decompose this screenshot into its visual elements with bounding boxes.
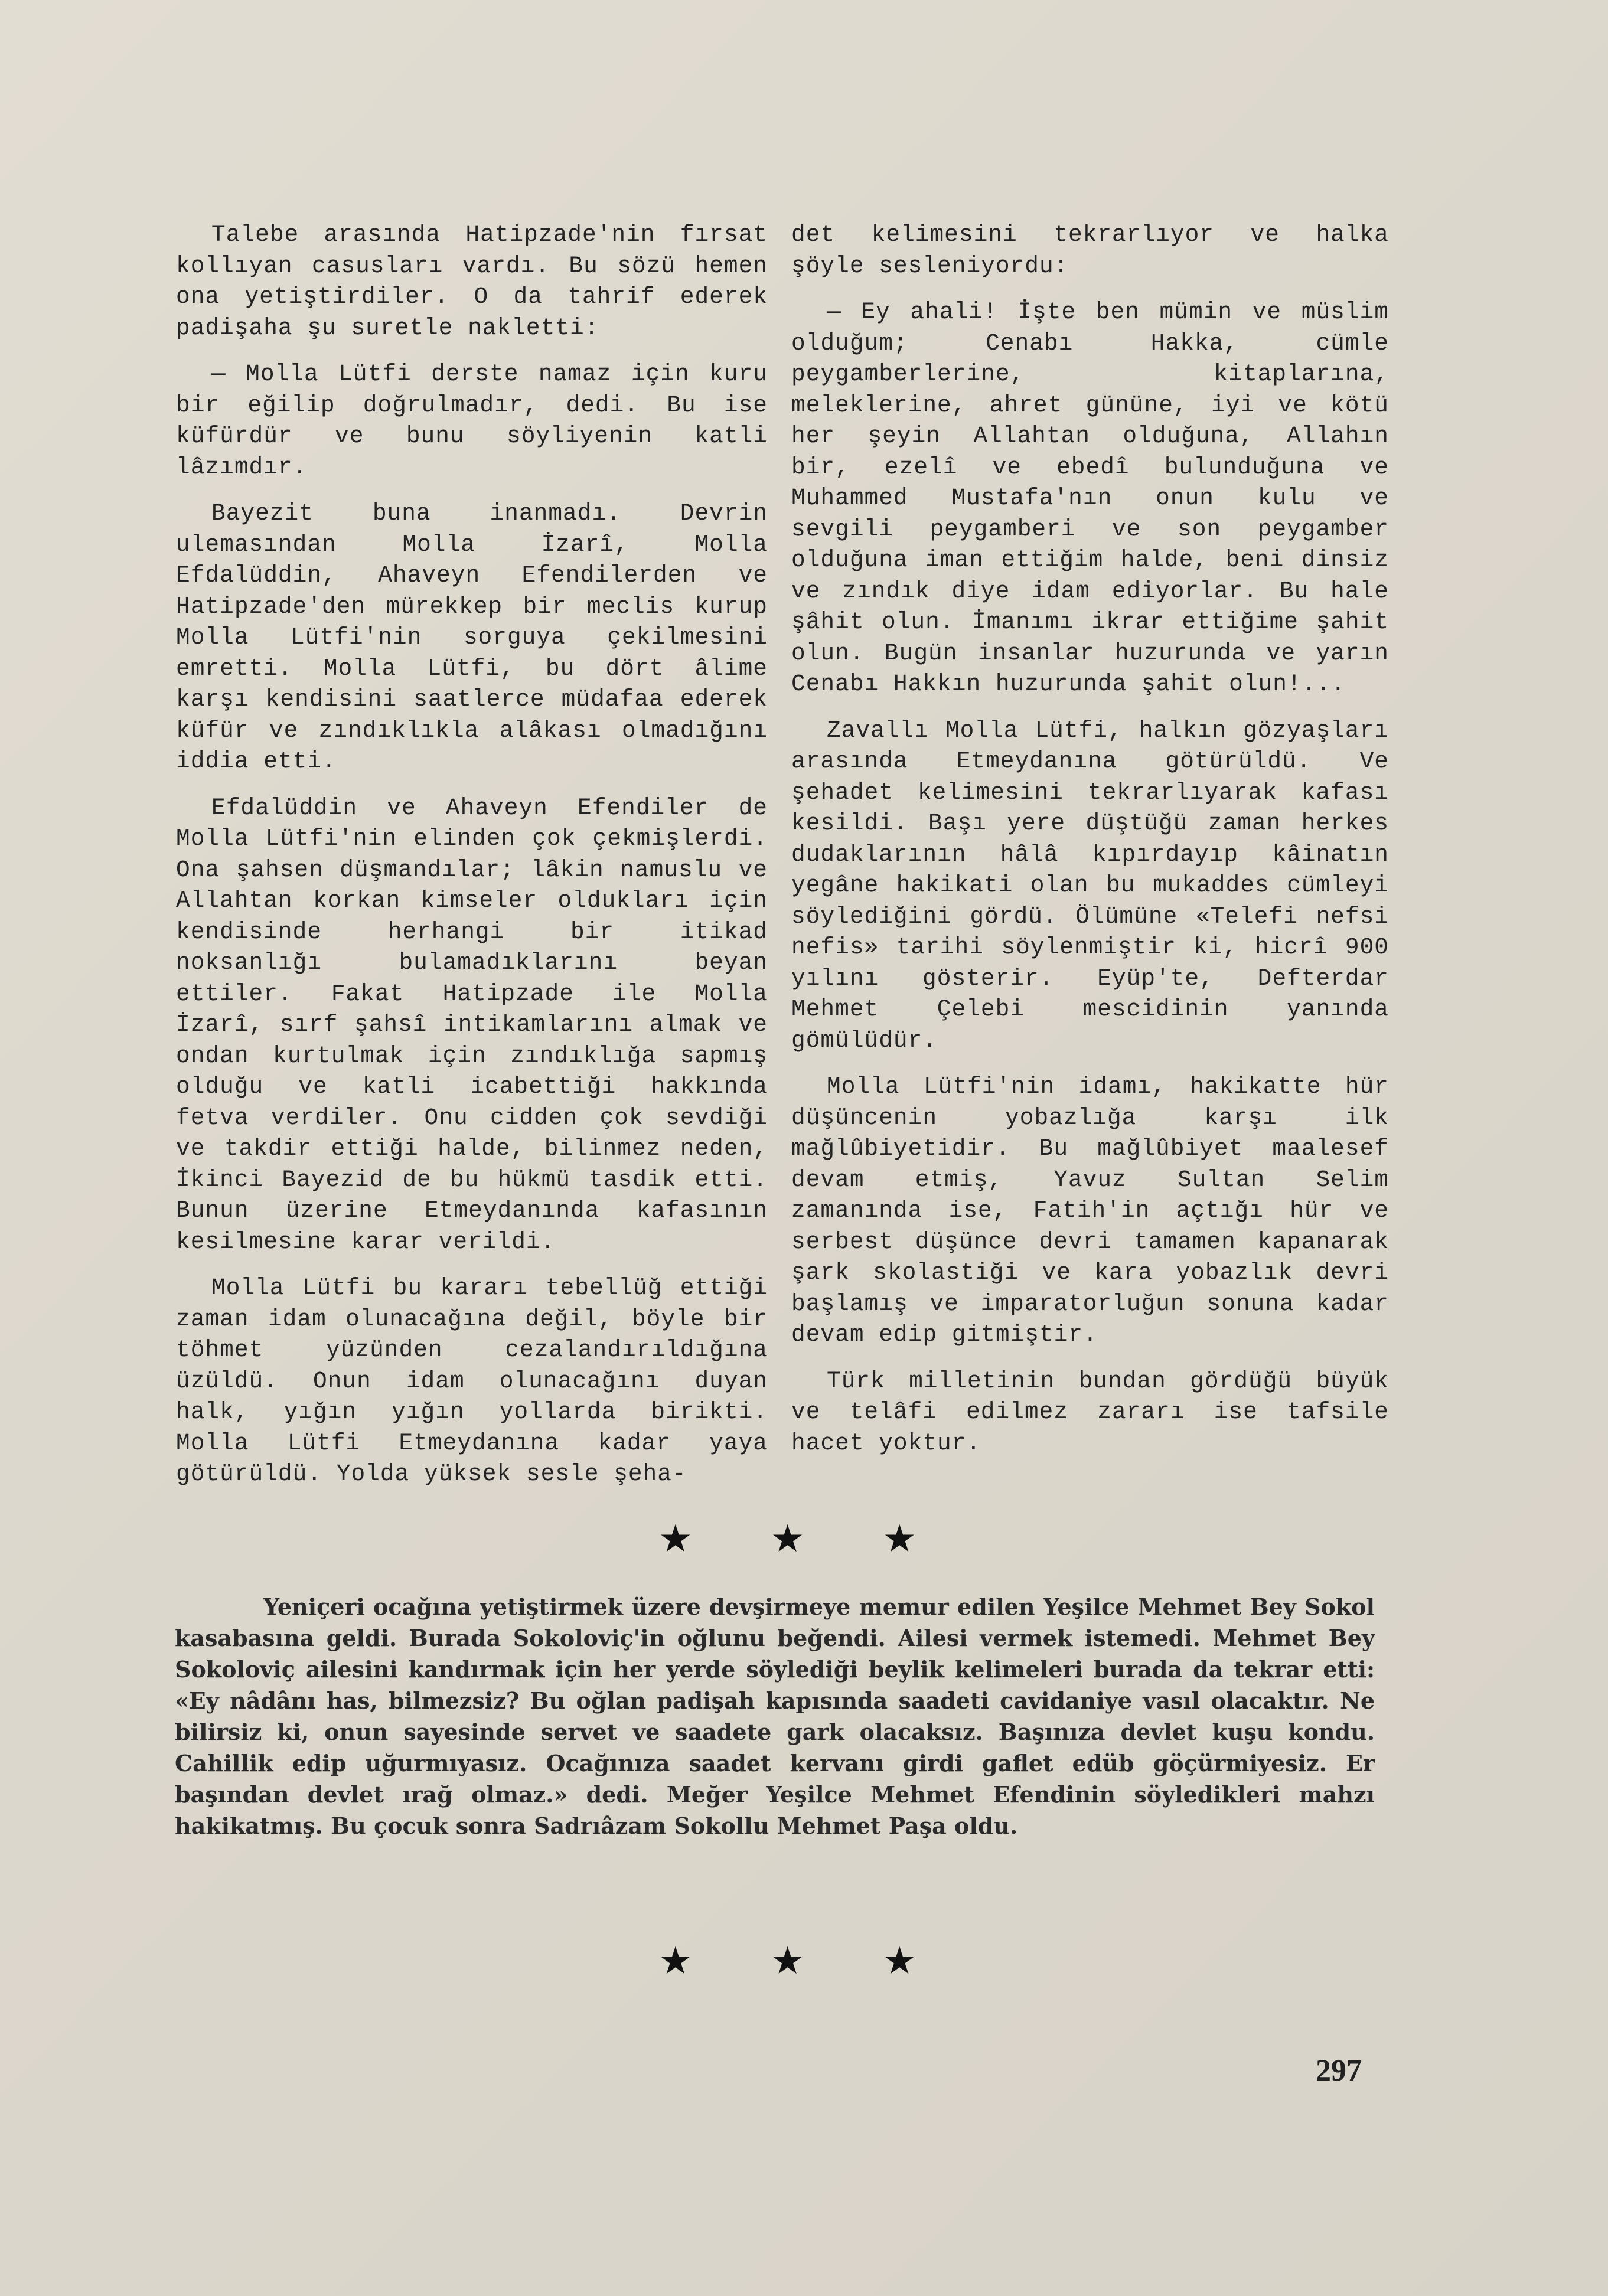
- paragraph: — Molla Lütfi derste namaz için kuru bir eğilip doğrulmadır, dedi. Bu ise küfürdür ve bunu söyliyenin katli lâzımdır.: [176, 361, 768, 481]
- paragraph: Bayezit buna inanmadı. Devrin ulemasından Molla İzarî, Molla Efdalüddin, Ahaveyn Efendilerden ve Hatipzade'den mürekkep bir meclis kurup Molla Lütfi'nin sorguya çekilmesini emretti. Molla Lütfi, bu dört âlime karşı kendisini saatlerce müdafaa ederek küfür ve zındıklıkla alâkası olmadığını iddia etti.: [176, 500, 768, 775]
- star-separator: ★ ★ ★: [658, 1517, 950, 1561]
- left-column: [176, 220, 768, 1505]
- paragraph: Talebe arasında Hatipzade'nin fırsat kollıyan casusları vardı. Bu sözü hemen ona yetiştirdiler. O da tahrif ederek padişaha şu suretle nakletti:: [176, 221, 768, 341]
- paragraph: Türk milletinin bundan gördüğü büyük ve telâfi edilmez zararı ise tafsile hacet yoktur.: [791, 1367, 1389, 1456]
- paragraph: Efdalüddin ve Ahaveyn Efendiler de Molla Lütfi'nin elinden çok çekmişlerdi. Ona şahsen düşmandılar; lâkin namuslu ve Allahtan korkan kimseler oldukları için kendisinde herhangi bir itikad noksanlığı bulamadıklarını beyan ettiler. Fakat Hatipzade ile Molla İzarî, sırf şahsî intikamlarını almak ve ondan kurtulmak için zındıklığa sapmış olduğu ve katli icabettiği hakkında fetva verdiler. Onu cidden çok sevdiği ve takdir ettiği halde, bilinmez neden, İkinci Bayezid de bu hükmü tasdik etti. Bunun üzerine Etmeydanında kafasının kesilmesine karar verildi.: [176, 794, 768, 1255]
- paragraph: Zavallı Molla Lütfi, halkın gözyaşları arasında Etmeydanına götürüldü. Ve şehadet kelimesini tekrarlıyarak kafası kesildi. Başı yere düştüğü zaman herkes dudaklarının hâlâ kıpırdayıp kâinatın yegâne hakikati olan bu mukaddes cümleyi söylediğini gördü. Ölümüne «Telefi nefsi nefis» tarihi söylenmiştir ki, hicrî 900 yılını gösterir. Eyüp'te, Defterdar Mehmet Çelebi mescidinin yanında gömülüdür.: [791, 717, 1389, 1054]
- paragraph: Molla Lütfi'nin idamı, hakikatte hür düşüncenin yobazlığa karşı ilk mağlûbiyetidir. Bu mağlûbiyet maalesef devam etmiş, Yavuz Sultan Selim zamanında ise, Fatih'in açtığı hür ve serbest düşünce devri tamamen kapanarak şark skolastiği ve kara yobazlık devri başlamış ve imparatorluğun sonuna kadar devam edip gitmiştir.: [791, 1073, 1389, 1348]
- boxed-note: Yeniçeri ocağına yetiştirmek üzere devşirmeye memur edilen Yeşilce Mehmet Bey Sokol kasabasına geldi. Burada Sokoloviç'in oğlunu beğendi. Ailesi vermek istemedi. Mehmet Bey Sokoloviç ailesini kandırmak için her yerde söylediği beylik kelimeleri burada da tekrar etti: «Ey nâdânı has, bilmezsiz? Bu oğlan padişah kapısında saadeti cavidaniye vasıl olacaktır. Ne bilirsiz ki, onun sayesinde servet ve saadete gark olacaksız. Başınıza devlet kuşu kondu. Cahillik edip uğurmıyasız. Ocağınıza saadet kervanı girdi gaflet edüb göçürmiyesiz. Er başından devlet ırağ olmaz.» dedi. Meğer Yeşilce Mehmet Efendinin söyledikleri mahzı hakikatmış. Bu çocuk sonra Sadrıâzam Sokollu Mehmet Paşa oldu.: [175, 1593, 1375, 1839]
- paragraph: — Ey ahali! İşte ben mümin ve müslim olduğum; Cenabı Hakka, cümle peygamberlerine, kitaplarına, meleklerine, ahret gününe, iyi ve kötü her şeyin Allahtan olduğuna, Allahın bir, ezelî ve ebedî bulunduğuna ve Muhammed Mustafa'nın onun kulu ve sevgili peygamberi ve son peygamber olduğuna iman ettiğim halde, beni dinsiz ve zındık diye idam ediyorlar. Bu hale şâhit olun. İmanımı ikrar ettiğime şahit olun. Bugün insanlar huzurunda ve yarın Cenabı Hakkın huzurunda şahit olun!...: [791, 299, 1389, 697]
- page-number: 297: [1316, 2054, 1362, 2088]
- paragraph: det kelimesini tekrarlıyor ve halka şöyle sesleniyordu:: [791, 221, 1389, 279]
- paragraph: Molla Lütfi bu kararı tebellüğ ettiği zaman idam olunacağına değil, böyle bir töhmet yüzünden cezalandırıldığına üzüldü. Onun idam olunacağını duyan halk, yığın yığın yollarda birikti. Molla Lütfi Etmeydanına kadar yaya götürüldü. Yolda yüksek sesle şeha-: [176, 1275, 768, 1487]
- star-separator: ★ ★ ★: [658, 1939, 950, 1983]
- right-column: [791, 220, 1389, 1474]
